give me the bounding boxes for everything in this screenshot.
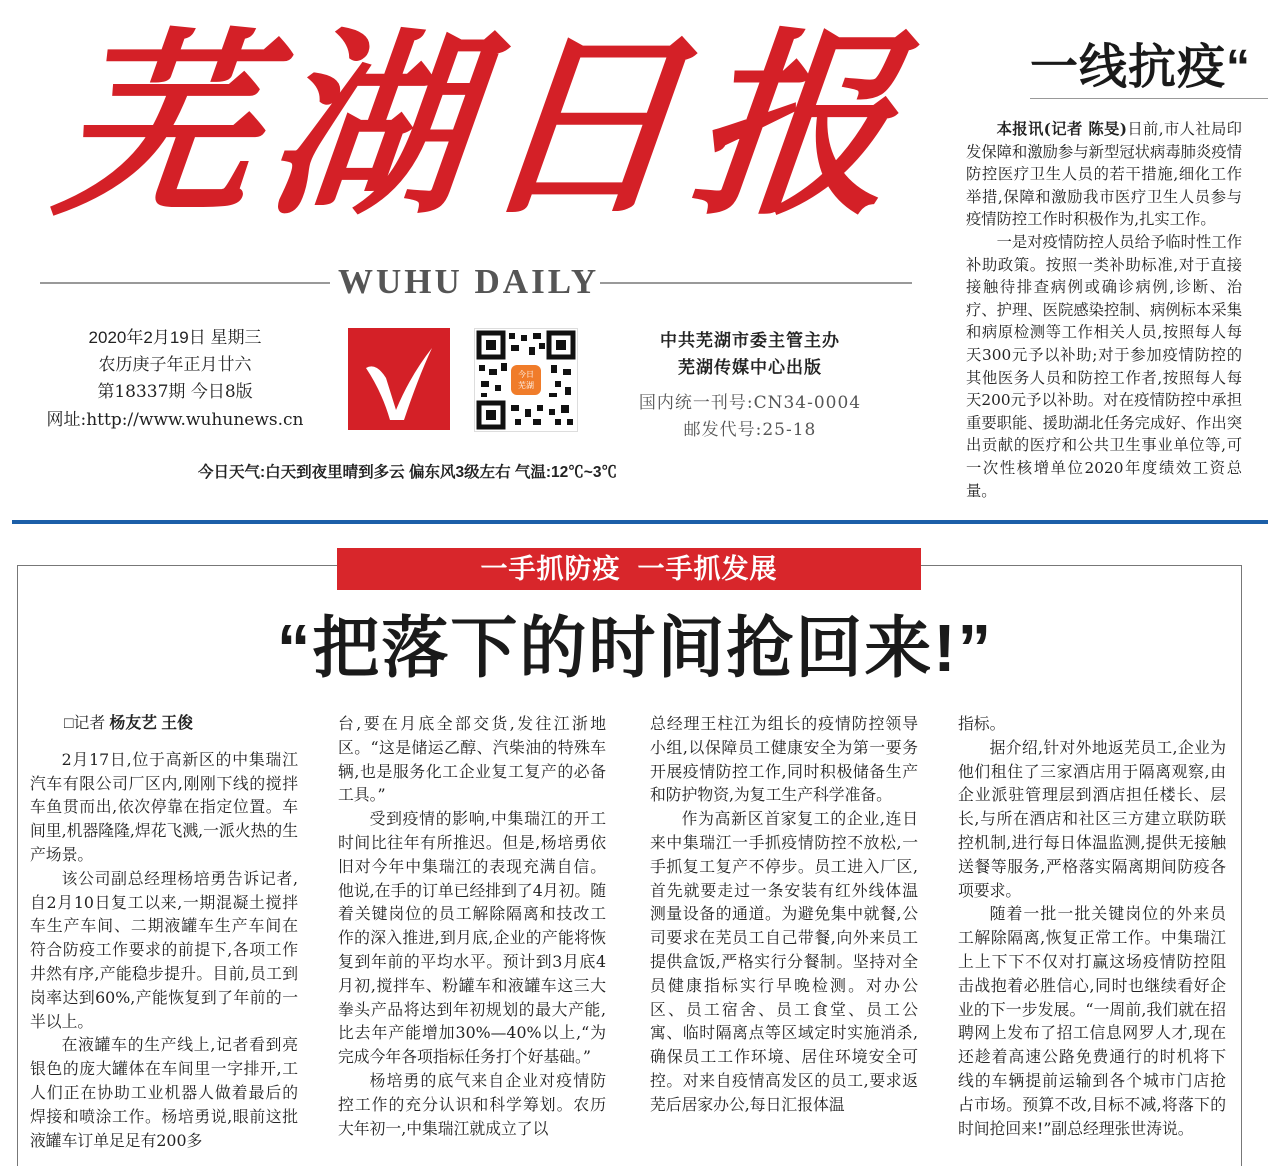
article-paragraph: 杨培勇的底气来自企业对疫情防控工作的充分认识和科学筹划。农历大年初一,中集瑞江就成立了以 bbox=[338, 1070, 606, 1138]
postal-code: 邮发代号:25-18 bbox=[683, 420, 817, 440]
divider bbox=[600, 282, 912, 284]
article-paragraph: 该公司副总经理杨培勇告诉记者,自2月10日复工以来,一期混凝土搅拌车生产车间、二期液罐车生产车间在符合防疫工作要求的前提下,各项工作井然有序,产能稳步提升。目前,员工到岗率达到60%,产能恢复到了年前的一半以上。 bbox=[30, 868, 298, 1031]
article-column-4 bbox=[958, 712, 1226, 1140]
qr-code[interactable] bbox=[474, 328, 578, 432]
article-column-3 bbox=[650, 712, 918, 1117]
side-article-body bbox=[966, 118, 1242, 502]
svg-text:芜湖: 芜湖 bbox=[518, 381, 534, 390]
publisher-line-1: 中共芜湖市委主管主办 bbox=[660, 331, 840, 351]
masthead-english-title: WUHU DAILY bbox=[338, 262, 600, 301]
article-paragraph: 台,要在月底全部交货,发往江浙地区。“这是储运乙醇、汽柴油的特殊车辆,也是服务化工企业复工复产的必备工具。” bbox=[338, 714, 606, 805]
divider bbox=[40, 282, 330, 284]
article-paragraph: 总经理王柱江为组长的疫情防控领导小组,以保障员工健康安全为第一要务开展疫情防控工作,同时积极储备生产和防护物资,为复工生产科学准备。 bbox=[650, 714, 918, 805]
side-article-lead: 本报讯(记者 陈旻) bbox=[996, 120, 1127, 138]
article-paragraph: 指标。 bbox=[958, 714, 1006, 733]
section-divider-bar bbox=[12, 520, 1268, 524]
byline: □记者 杨友艺 王俊 bbox=[64, 715, 193, 732]
publisher-info bbox=[600, 328, 900, 444]
side-article-paragraph: 本报讯(记者 陈旻)日前,市人社局印发保障和激励参与新型冠状病毒肺炎疫情防控医疗卫生人员的若干措施,细化工作举措,保障和激励我市医疗卫生人员参与疫情防控工作时积极作为,扎实工作。 bbox=[966, 120, 1242, 229]
newspaper-logo bbox=[348, 328, 450, 430]
article-paragraph: 2月17日,位于高新区的中集瑞江汽车有限公司厂区内,刚刚下线的搅拌车鱼贯而出,依次停靠在指定位置。车间里,机器隆隆,焊花飞溅,一派火热的生产场景。 bbox=[30, 749, 298, 864]
article-paragraph: 随着一批一批关键岗位的外来员工解除隔离,恢复正常工作。中集瑞江上上下下不仅对打赢这场疫情防控阻击战抱着必胜信心,同时也继续看好企业的下一步发展。“一周前,我们就在招聘网上发布了招工信息网罗人才,现在还趁着高速公路免费通行的时机将下线的车辆提前运输到各个城市门店抢占市场。预算不改,目标不减,将落下的时间抢回来!”副总经理张世涛说。 bbox=[958, 904, 1226, 1138]
article-column-1 bbox=[30, 712, 298, 1152]
publisher-line-2: 芜湖传媒中心出版 bbox=[678, 358, 822, 378]
article-paragraph: 作为高新区首家复工的企业,连日来中集瑞江一手抓疫情防控不放松,一手抓复工复产不停步。员工进入厂区,首先就要走过一条安装有红外线体温测量设备的通道。为避免集中就餐,公司要求在芜员工自己带餐,向外来员工提供盒饭,严格实行分餐制。坚持对全员健康指标实行早晚检测。对办公区、员工宿舍、员工食堂、员工公寓、临时隔离点等区域定时实施消杀,确保员工工作环境、居住环境安全可控。对来自疫情高发区的员工,要求返芜后居家办公,每日汇报体温 bbox=[650, 809, 918, 1114]
side-article-paragraph: 一是对疫情防控人员给予临时性工作补助政策。按照一类补助标准,对于直接接触待排查病例或确诊病例,诊断、治疗、护理、医院感染控制、病例标本采集和病原检测等工作相关人员,按照每人每天300元予以补助;对于参加疫情防控的其他医务人员和防控工作者,按照每人每天200元予以补助。对在疫情防控中承担重要职能、援助湖北任务完成好、作出突出贡献的医疗和公共卫生事业单位等,可一次性核增单位2020年度绩效工资总量。 bbox=[966, 232, 1242, 500]
lunar-date: 农历庚子年正月廿六 bbox=[98, 354, 252, 375]
issue-date: 2020年2月19日 星期三 bbox=[88, 328, 262, 347]
masthead-title: 芜湖日报 bbox=[46, 9, 919, 242]
svg-text:今日: 今日 bbox=[518, 370, 534, 379]
weather-line: 今日天气:白天到夜里晴到多云 偏东风3级左右 气温:12℃~3℃ bbox=[198, 464, 617, 481]
side-article-headline: 一线抗疫“ bbox=[1030, 41, 1252, 94]
main-article-headline: “把落下的时间抢回来!” bbox=[276, 611, 994, 686]
article-column-2 bbox=[338, 712, 606, 1140]
divider bbox=[1030, 98, 1268, 99]
issue-info bbox=[30, 324, 320, 434]
main-article-banner: 一手抓防疫 一手抓发展 bbox=[337, 548, 921, 590]
cn-number: 国内统一刊号:CN34-0004 bbox=[638, 393, 862, 413]
issue-number: 第18337期 今日8版 bbox=[97, 382, 253, 402]
article-paragraph: 在液罐车的生产线上,记者看到亮银色的庞大罐体在车间里一字排开,工人们正在协助工业机器人做着最后的焊接和喷涂工作。杨培勇说,眼前这批液罐车订单足足有200多 bbox=[30, 1035, 298, 1150]
article-paragraph: 据介绍,针对外地返芜员工,企业为他们租住了三家酒店用于隔离观察,由企业派驻管理层到酒店担任楼长、层长,与所在酒店和社区三方建立联防联控机制,进行每日体温监测,提供无接触送餐等服务,严格落实隔离期间防疫各项要求。 bbox=[958, 737, 1226, 900]
website-link[interactable]: 网址:http://www.wuhunews.cn bbox=[46, 409, 304, 430]
article-paragraph: 受到疫情的影响,中集瑞江的开工时间比往年有所推迟。但是,杨培勇依旧对今年中集瑞江的表现充满自信。他说,在手的订单已经排到了4月初。随着关键岗位的员工解除隔离和技改工作的深入推进,到月底,企业的产能将恢复到年前的平均水平。预计到3月底4月初,搅拌车、粉罐车和液罐车这三大拳头产品将达到年初规划的最大产能,比去年产能增加30%—40%以上,“为完成今年各项指标任务打个好基础。” bbox=[338, 809, 606, 1067]
